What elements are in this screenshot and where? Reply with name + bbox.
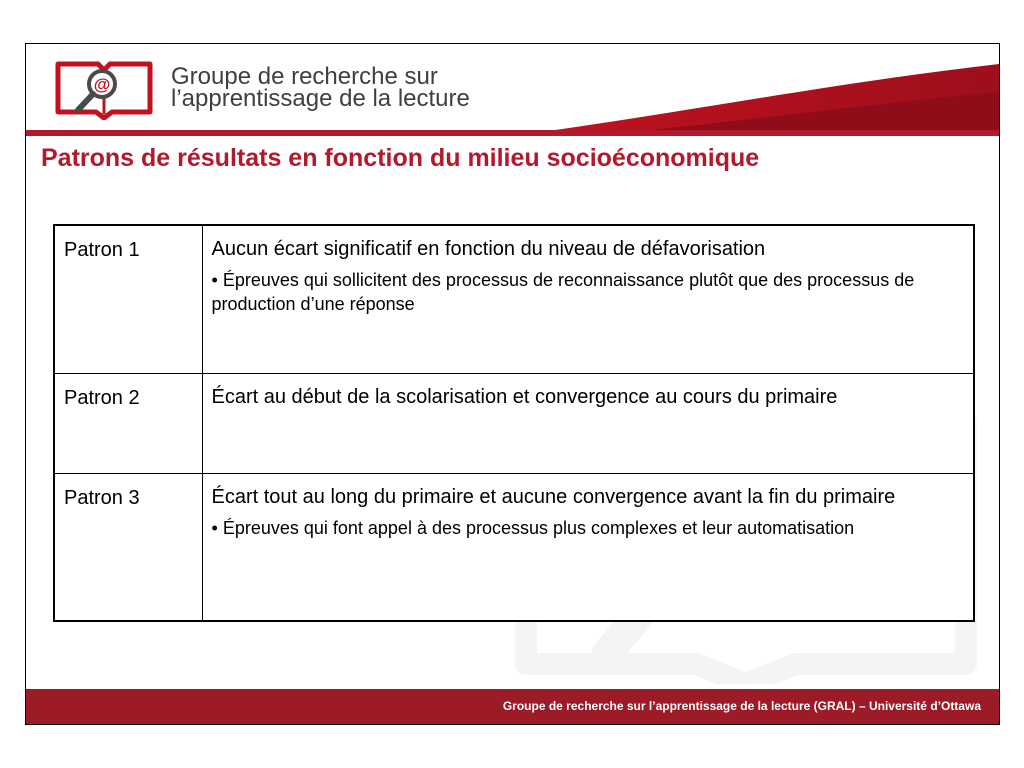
patterns-table — [53, 224, 975, 622]
table-row — [54, 473, 974, 621]
pattern-label-cell — [54, 225, 202, 373]
slide-title: Patrons de résultats en fonction du milieu socioéconomique — [41, 144, 760, 172]
organization-name-line-1: Groupe de recherche sur — [171, 63, 438, 90]
slide — [25, 43, 1000, 725]
pattern-bullet-text: Épreuves qui sollicitent des processus de reconnaissance plutôt que des processus de production d’une réponse — [211, 270, 915, 314]
table-row — [54, 373, 974, 473]
pattern-label: Patron 1 — [64, 239, 140, 261]
pattern-bullet-item — [212, 268, 966, 316]
pattern-description-cell — [202, 373, 974, 473]
pattern-description: Écart tout au long du primaire et aucune convergence avant la fin du primaire — [211, 485, 896, 508]
slide-header — [26, 44, 999, 136]
pattern-description-cell — [202, 473, 974, 621]
pattern-description: Aucun écart significatif en fonction du niveau de défavorisation — [211, 238, 766, 260]
pattern-label-cell — [54, 473, 202, 621]
pattern-label: Patron 2 — [64, 386, 140, 409]
book-magnifier-at-icon — [54, 56, 154, 120]
bullet-symbol: • — [211, 270, 218, 290]
pattern-description: Écart au début de la scolarisation et convergence au cours du primaire — [211, 385, 838, 408]
organization-name-line-2: l’apprentissage de la lecture — [171, 85, 470, 112]
pattern-bullet-text: Épreuves qui font appel à des processus plus complexes et leur automatisation — [222, 517, 855, 538]
pattern-label: Patron 3 — [64, 486, 140, 509]
footer-text: Groupe de recherche sur l’apprentissage de la lecture (GRAL) – Université d’Ottawa — [502, 699, 981, 713]
pattern-description-cell — [202, 225, 974, 373]
bullet-symbol: • — [211, 517, 218, 538]
svg-text:@: @ — [93, 75, 111, 94]
pattern-label-cell — [54, 373, 202, 473]
pattern-bullet-item — [212, 516, 966, 540]
footer-bar — [26, 689, 999, 724]
table-row — [54, 225, 974, 373]
